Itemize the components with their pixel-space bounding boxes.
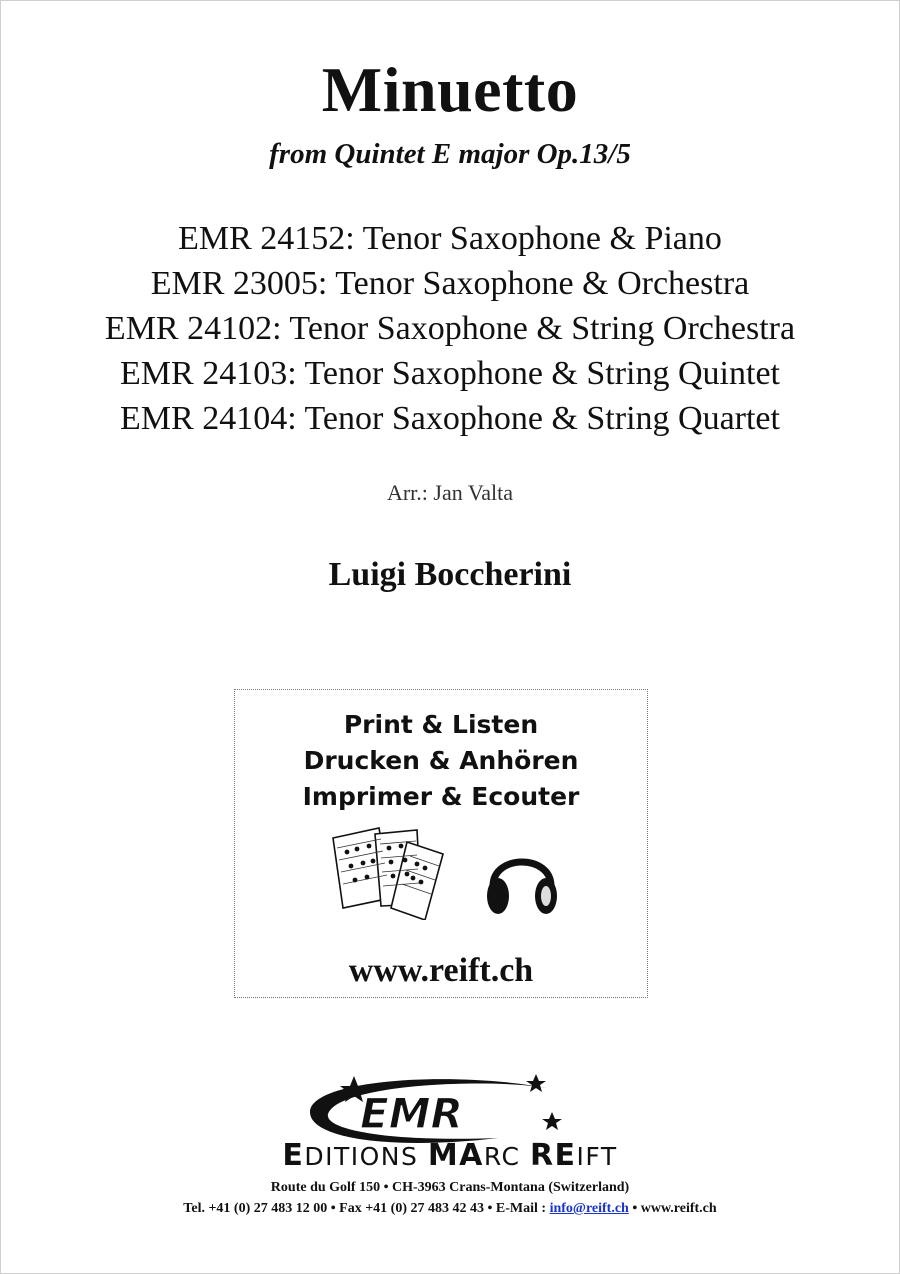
edition-item: EMR 24102: Tenor Saxophone & String Orchestra: [104, 310, 796, 347]
publisher-contact: [0, 1202, 900, 1216]
email-link[interactable]: info@reift.ch: [549, 1201, 629, 1216]
publisher-address: Route du Golf 150 • CH-3963 Crans-Montana (Switzerland): [270, 1180, 630, 1195]
edition-item: EMR 23005: Tenor Saxophone & Orchestra: [150, 265, 750, 302]
logo-mark-text: EMR: [360, 1089, 463, 1138]
arranger-credit: Arr.: Jan Valta: [386, 480, 514, 505]
composer-name: Luigi Boccherini: [328, 556, 572, 593]
edition-item: EMR 24103: Tenor Saxophone & String Quintet: [120, 355, 780, 392]
promo-line-german: Drucken & Anhören: [303, 746, 579, 775]
promo-line-french: Imprimer & Ecouter: [302, 782, 580, 811]
promo-line-english: Print & Listen: [343, 710, 539, 739]
edition-item: EMR 24152: Tenor Saxophone & Piano: [178, 220, 722, 257]
sheet-music-icon: [325, 824, 455, 920]
contact-phone-fax: Tel. +41 (0) 27 483 12 00 • Fax +41 (0) 27 483 42 43 • E-Mail :: [183, 1201, 550, 1216]
edition-list: [0, 216, 900, 441]
print-listen-box[interactable]: [234, 689, 648, 998]
publisher-name: EDITIONS MARC REIFT: [282, 1138, 618, 1173]
page-subtitle: from Quintet E major Op.13/5: [269, 138, 631, 170]
contact-website: • www.reift.ch: [628, 1201, 717, 1216]
website-url[interactable]: www.reift.ch: [348, 952, 534, 989]
headphones-icon: [485, 840, 559, 922]
page-title: Minuetto: [321, 54, 579, 125]
edition-item: EMR 24104: Tenor Saxophone & String Quartet: [120, 400, 780, 437]
